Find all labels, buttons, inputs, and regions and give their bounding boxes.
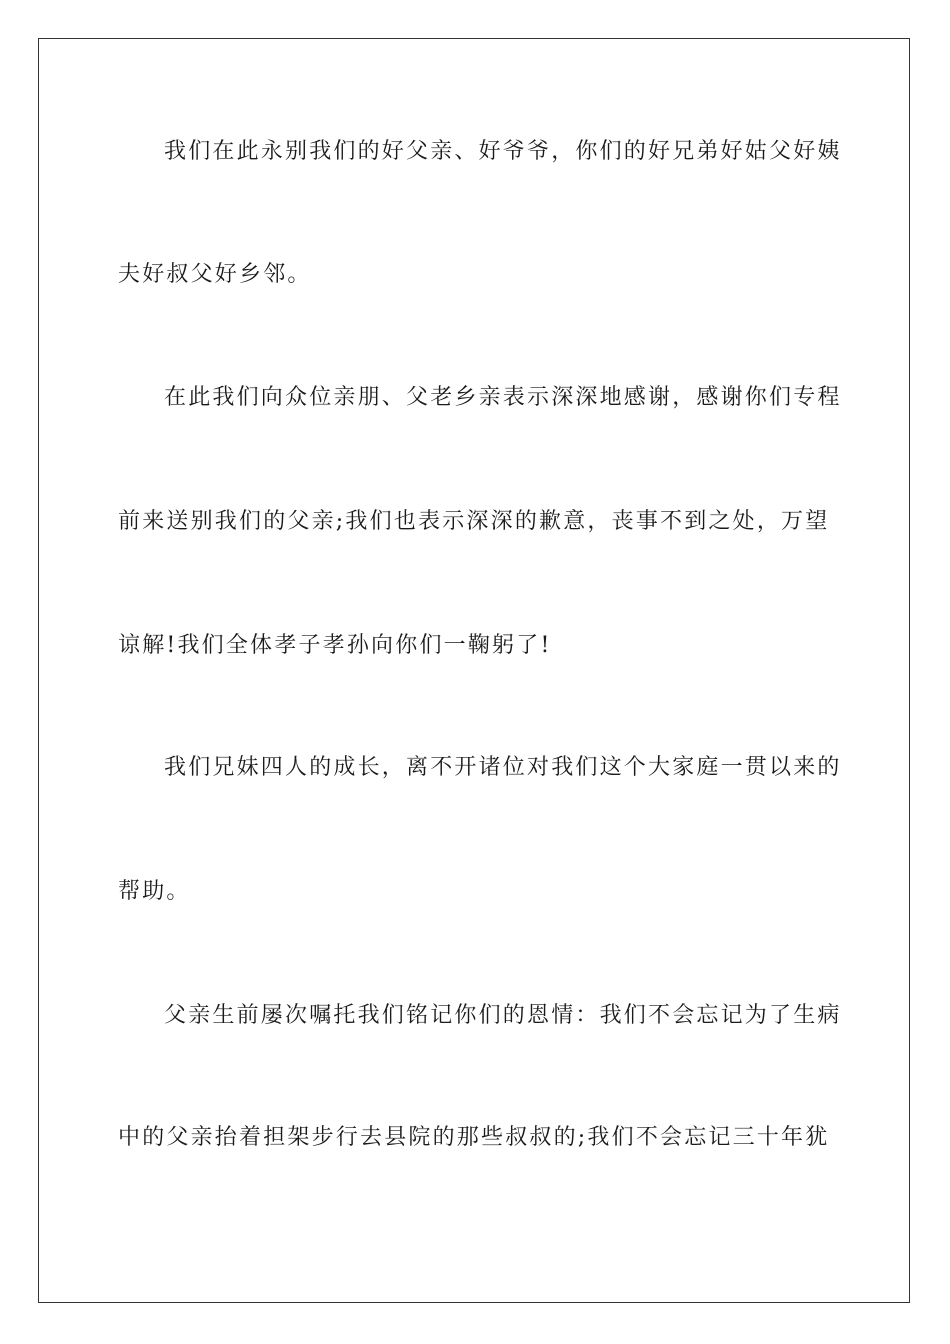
paragraph-2-line-1: 在此我们向众位亲朋、父老乡亲表示深深地感谢，感谢你们专程 [164,385,842,410]
paragraph-3-line-2: 帮助。 [118,879,191,904]
paragraph-1-line-2: 夫好叔父好乡邻。 [118,262,312,287]
paragraph-3-line-1: 我们兄妹四人的成长，离不开诸位对我们这个大家庭一贯以来的 [164,755,842,780]
page-frame [38,38,910,1303]
paragraph-1-line-1: 我们在此永别我们的好父亲、好爷爷，你们的好兄弟好姑父好姨 [164,139,842,164]
paragraph-4-line-1: 父亲生前屡次嘱托我们铭记你们的恩情：我们不会忘记为了生病 [164,1003,842,1028]
paragraph-2-line-3: 谅解!我们全体孝子孝孙向你们一鞠躬了! [118,633,552,658]
paragraph-4-line-2: 中的父亲抬着担架步行去县院的那些叔叔的;我们不会忘记三十年犹 [118,1125,830,1150]
paragraph-2-line-2: 前来送别我们的父亲;我们也表示深深的歉意，丧事不到之处，万望 [118,509,830,534]
